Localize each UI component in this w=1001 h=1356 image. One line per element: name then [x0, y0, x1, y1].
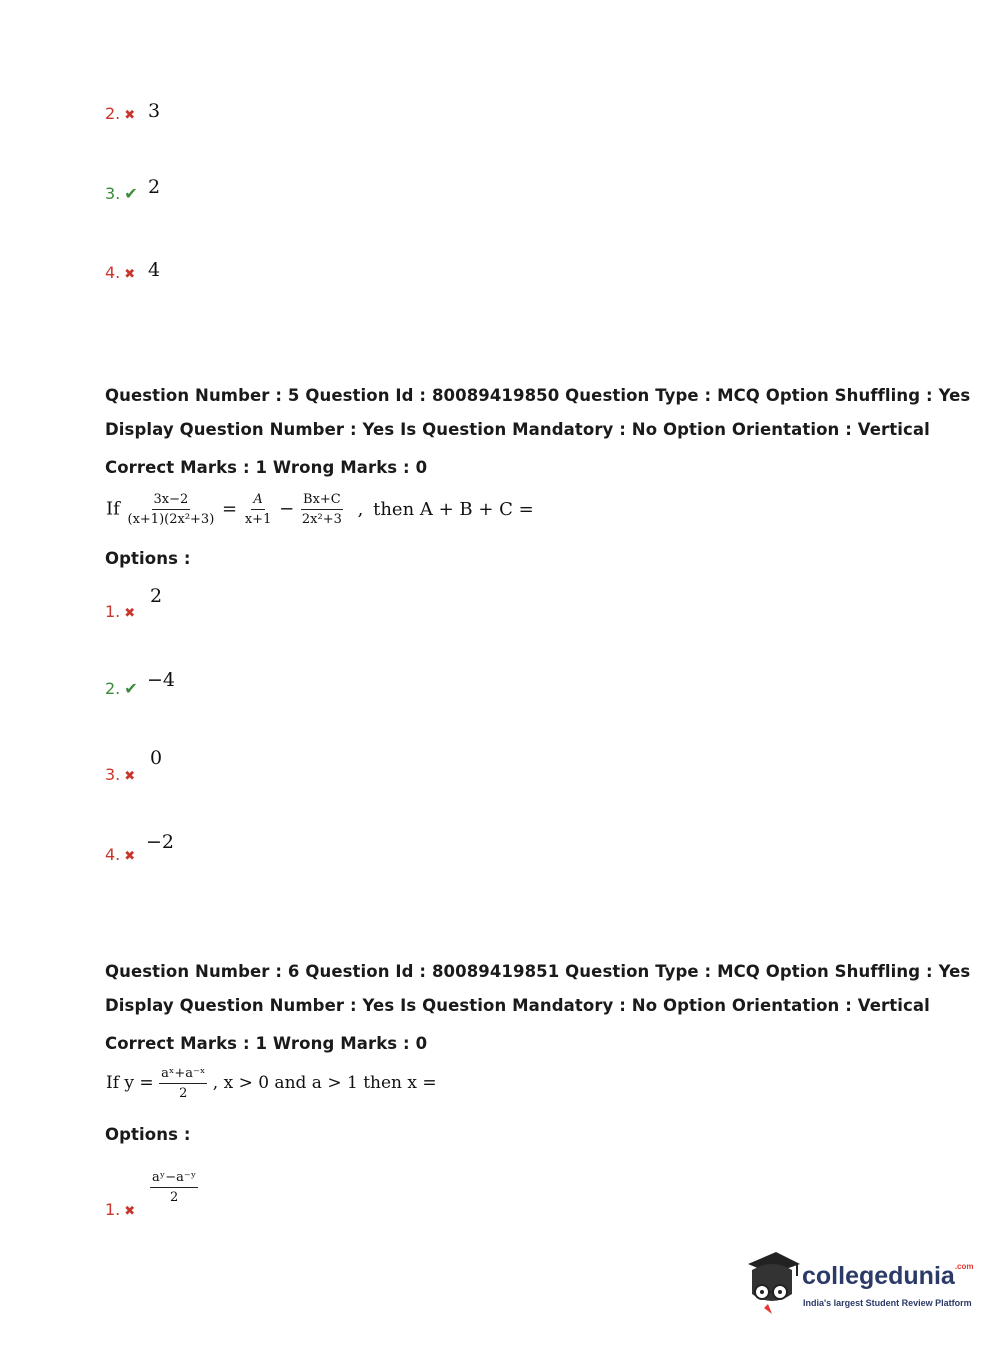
q5-lhs-fraction	[126, 492, 217, 527]
q5-option-2	[105, 679, 138, 698]
option-number: 1.	[105, 1200, 121, 1219]
logo-suffix: .com	[954, 1262, 974, 1271]
q6-denominator: 2	[179, 1086, 188, 1101]
wrong-mark-icon: ✖	[124, 849, 136, 864]
q5-a-numerator: A	[251, 492, 264, 510]
q4-option-2-value: 3	[148, 100, 161, 122]
wrong-mark-icon: ✖	[124, 769, 136, 784]
q5-b-denominator: 2x²+3	[301, 512, 342, 527]
q6-option-1-value	[150, 1170, 198, 1205]
q6-option-1-fraction	[150, 1170, 198, 1205]
option-number: 3.	[105, 184, 121, 203]
option-number: 4.	[105, 263, 121, 282]
q6-option-1-denominator: 2	[169, 1190, 179, 1205]
q5-tail: then A + B + C =	[373, 498, 534, 520]
q5-comma: ,	[357, 498, 364, 520]
q6-options-label: Options :	[105, 1125, 191, 1144]
q5-options-label: Options :	[105, 549, 191, 568]
correct-check-icon: ✔	[124, 184, 138, 203]
option-number: 3.	[105, 765, 121, 784]
q5-if: If	[106, 498, 120, 520]
q5-option-2-value: −4	[147, 669, 176, 691]
q4-option-4-value: 4	[148, 259, 161, 281]
logo-tagline: India's largest Student Review Platform	[803, 1298, 972, 1308]
option-number: 1.	[105, 602, 121, 621]
q5-option-1-value: 2	[150, 585, 163, 607]
logo-brand-text: collegedunia	[802, 1262, 955, 1290]
q6-meta-line2: Display Question Number : Yes Is Question Mandatory : No Option Orientation : Vertical	[105, 996, 930, 1015]
q5-option-1	[105, 602, 135, 621]
q5-meta-line1: Question Number : 5 Question Id : 80089419850 Question Type : MCQ Option Shuffling : Yes	[105, 386, 971, 405]
q5-a-denominator: x+1	[244, 512, 272, 527]
q5-option-4-value: −2	[146, 831, 175, 853]
q5-meta-line3: Correct Marks : 1 Wrong Marks : 0	[105, 458, 428, 477]
q5-question	[106, 492, 534, 527]
wrong-mark-icon: ✖	[124, 1204, 136, 1219]
q5-b-fraction	[300, 492, 344, 527]
q5-lhs-denominator: (x+1)(2x²+3)	[127, 512, 215, 527]
q6-option-1	[105, 1200, 135, 1219]
q6-if-y: If y =	[106, 1073, 154, 1093]
q4-option-2	[105, 104, 135, 123]
wrong-mark-icon: ✖	[124, 108, 136, 123]
option-number: 2.	[105, 104, 121, 123]
q5-lhs-numerator: 3x−2	[152, 492, 191, 510]
collegedunia-logo	[742, 1248, 972, 1320]
q6-option-1-numerator: aʸ−a⁻ʸ	[150, 1170, 198, 1188]
option-number: 4.	[105, 845, 121, 864]
q5-b-numerator: Bx+C	[301, 492, 343, 510]
wrong-mark-icon: ✖	[124, 606, 136, 621]
q5-a-fraction	[243, 492, 274, 527]
q6-fraction	[159, 1066, 207, 1101]
correct-check-icon: ✔	[124, 679, 138, 698]
q4-option-3	[105, 184, 138, 203]
q5-equals: =	[222, 498, 238, 520]
q5-meta-line2: Display Question Number : Yes Is Question Mandatory : No Option Orientation : Vertical	[105, 420, 930, 439]
q4-option-4	[105, 263, 135, 282]
q5-option-4	[105, 845, 135, 864]
q6-numerator: aˣ+a⁻ˣ	[159, 1066, 207, 1084]
q5-option-3-value: 0	[150, 747, 163, 769]
q6-meta-line3: Correct Marks : 1 Wrong Marks : 0	[105, 1034, 428, 1053]
q6-tail: , x > 0 and a > 1 then x =	[212, 1073, 437, 1093]
logo-brand	[802, 1262, 973, 1291]
q5-option-3	[105, 765, 135, 784]
wrong-mark-icon: ✖	[124, 267, 136, 282]
q6-meta-line1: Question Number : 6 Question Id : 80089419851 Question Type : MCQ Option Shuffling : Yes	[105, 962, 971, 981]
mascot-icon	[742, 1248, 802, 1318]
q6-question	[106, 1066, 437, 1101]
q5-minus: −	[279, 498, 295, 520]
q4-option-3-value: 2	[148, 176, 161, 198]
option-number: 2.	[105, 679, 121, 698]
